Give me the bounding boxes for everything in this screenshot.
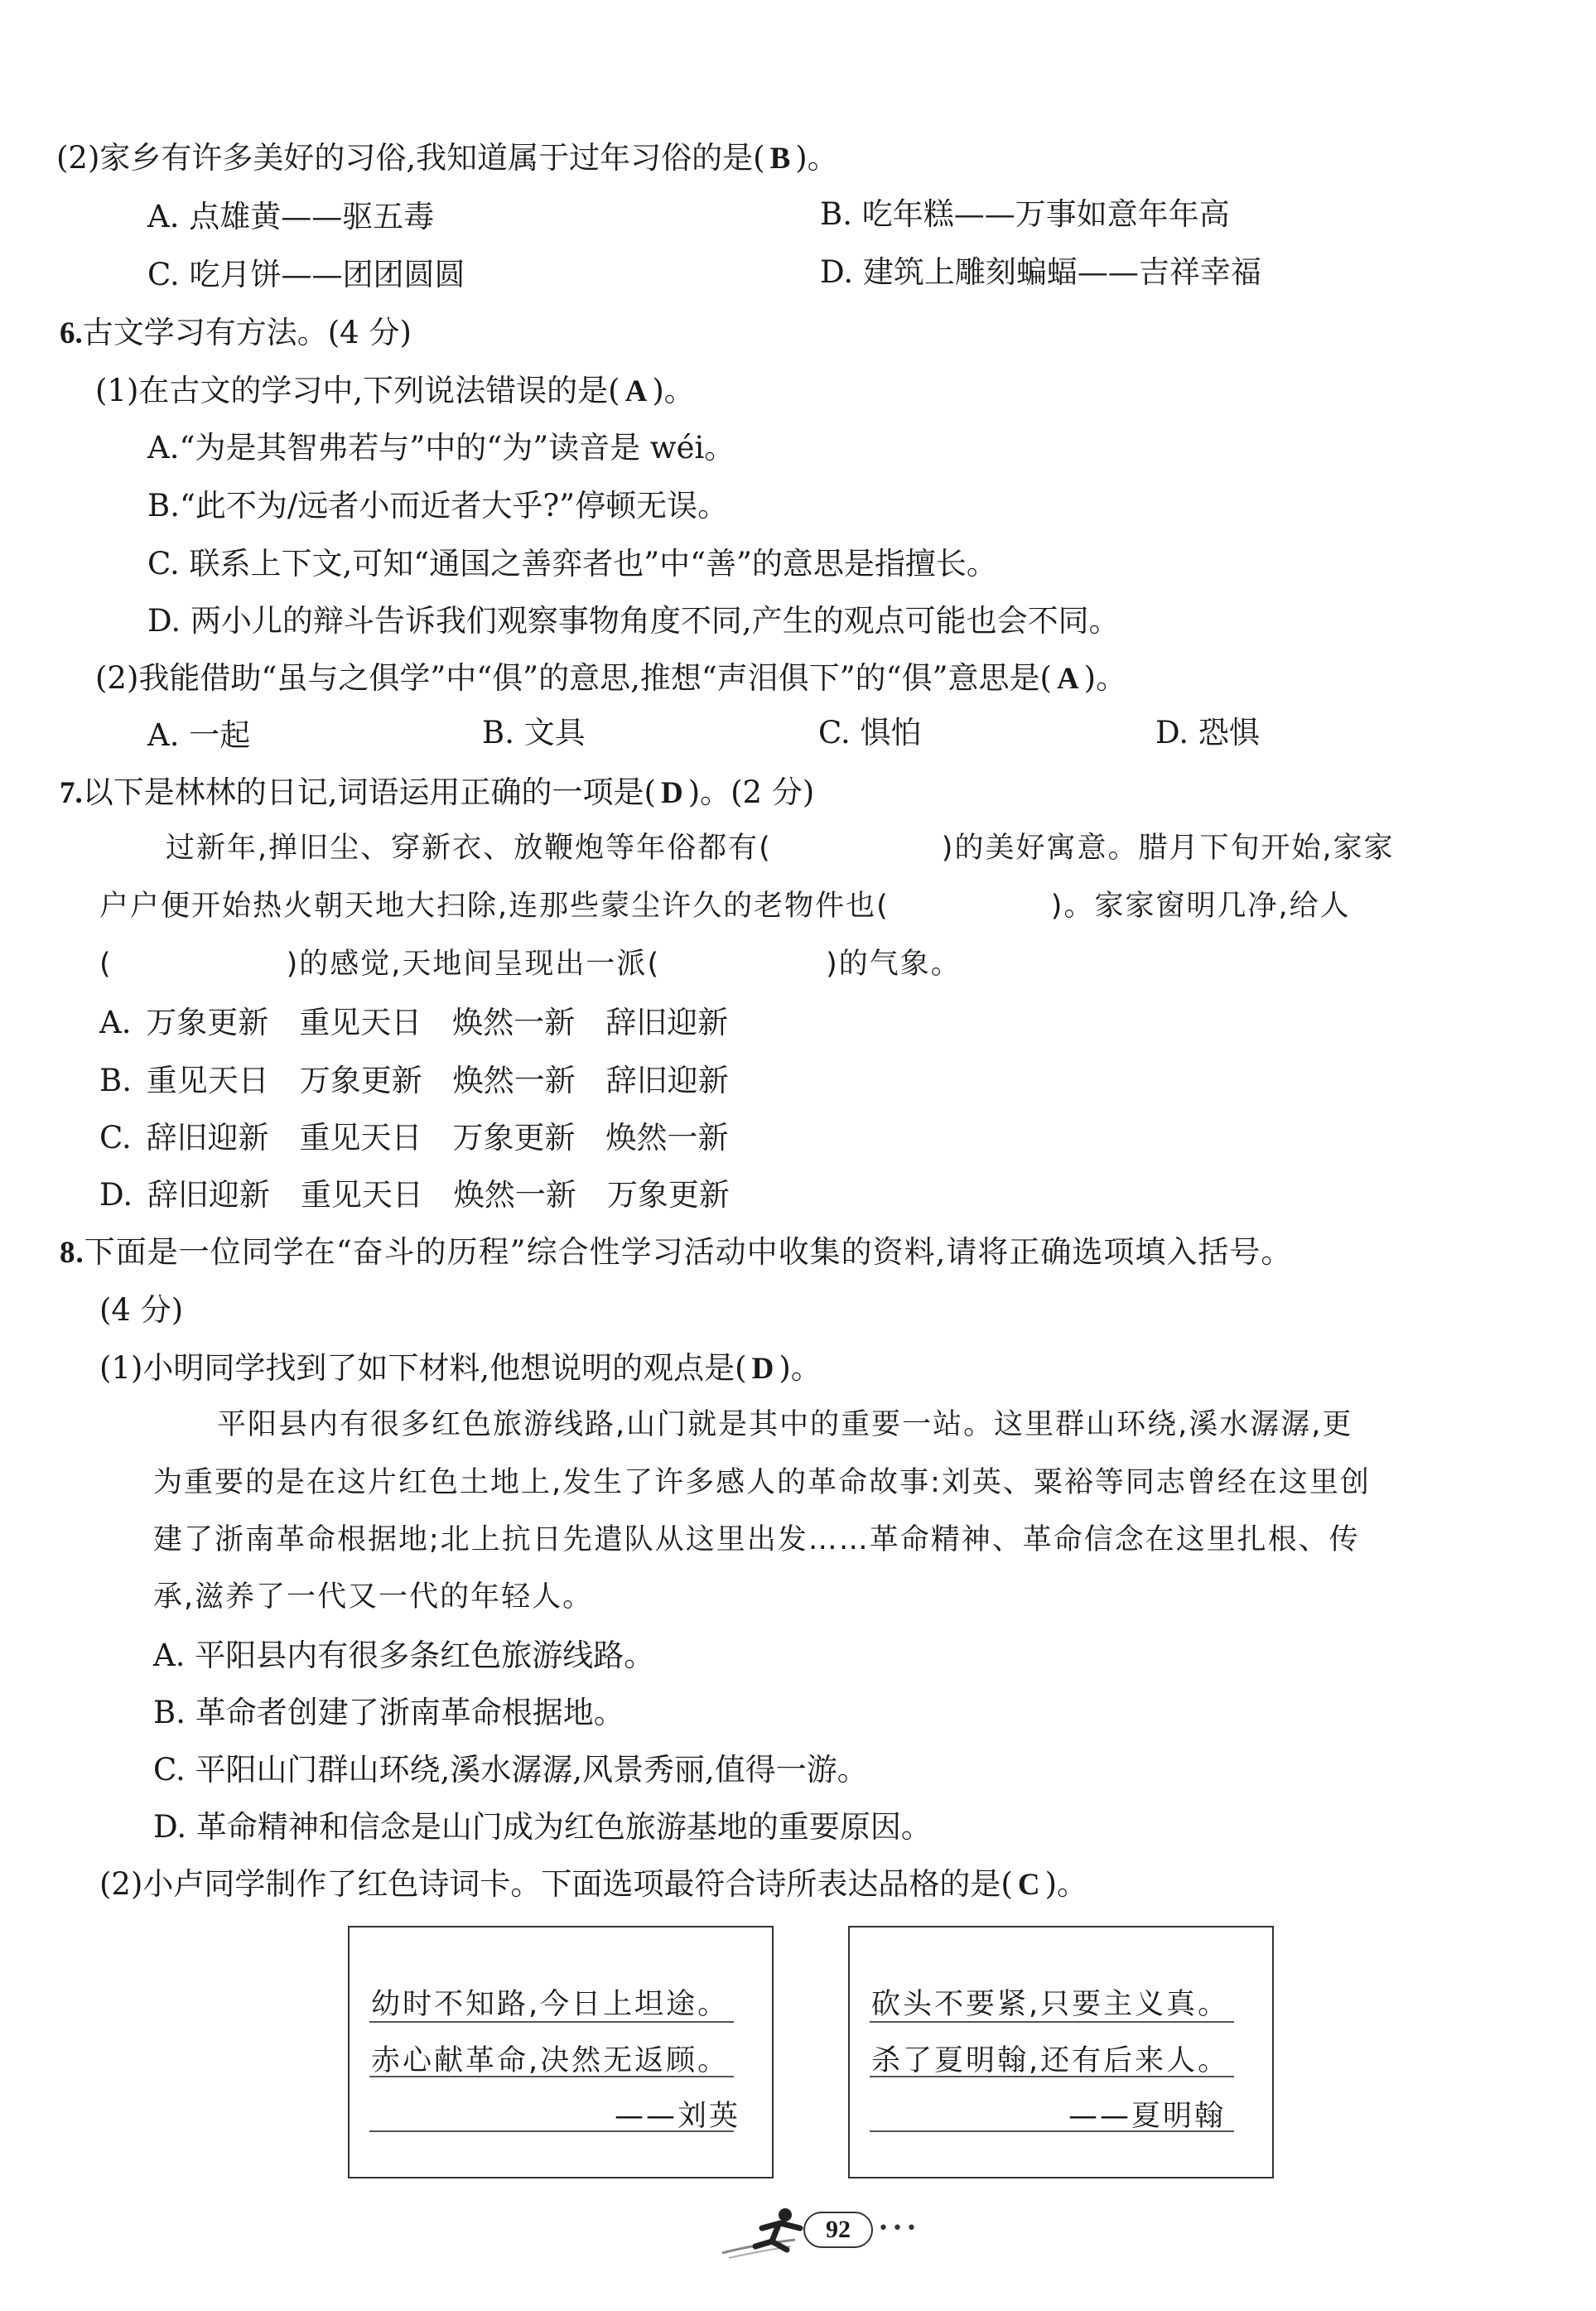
q8-number: 8. <box>60 1236 84 1270</box>
q7-passage-line-3: ( )的感觉,天地间呈现出一派( )的气象。 <box>99 948 962 981</box>
q5-2-answer: B <box>769 142 791 176</box>
q6-1-stem: (1)在古文的学习中,下列说法错误的是( A )。 <box>95 373 695 408</box>
q6-1-option-b: B.“此不为/远者小而近者大乎?”停顿无误。 <box>147 488 729 523</box>
q5-2-option-b: B. 吃年糕——万事如意年年高 <box>820 196 1230 232</box>
q7-answer: D <box>660 776 683 810</box>
q7-option-b: B. 重见天日 万象更新 焕然一新 辞旧迎新 <box>99 1063 729 1098</box>
q6-title: 6.古文学习有方法。(4 分) <box>60 315 412 350</box>
q7-passage-line-2: 户户便开始热火朝天地大扫除,连那些蒙尘许久的老物件也( )。家家窗明几净,给人 <box>99 890 1351 923</box>
poem-card-2-line-1: 砍头不要紧,只要主义真。 <box>871 1988 1230 2021</box>
poem-card-2-rule-2 <box>870 2076 1234 2077</box>
poem-card-1-line-2: 赤心献革命,决然无返顾。 <box>371 2044 730 2077</box>
q7-passage-line-1: 过新年,掸旧尘、穿新衣、放鞭炮等年俗都有( )的美好寓意。腊月下旬开始,家家 <box>166 832 1395 865</box>
poem-card-2-author: ——夏明翰 <box>1068 2100 1227 2133</box>
runner-logo-icon <box>721 2203 812 2261</box>
q7-stem: 7.以下是林林的日记,词语运用正确的一项是( D )。(2 分) <box>60 774 815 810</box>
poem-card-1-line-1: 幼时不知路,今日上坦途。 <box>371 1988 730 2021</box>
q8-points: (4 分) <box>99 1292 184 1328</box>
q6-1-answer: A <box>624 374 648 408</box>
q6-2-option-d: D. 恐惧 <box>1155 715 1260 750</box>
q8-1-option-c: C. 平阳山门群山环绕,溪水潺潺,风景秀丽,值得一游。 <box>153 1752 868 1788</box>
q7-number: 7. <box>60 776 83 810</box>
q6-2-option-c: C. 惧怕 <box>818 715 922 750</box>
poem-card-1-rule-3 <box>369 2130 734 2132</box>
q7-option-c: C. 辞旧迎新 重见天日 万象更新 焕然一新 <box>99 1120 729 1156</box>
poem-card-2-line-2: 杀了夏明翰,还有后来人。 <box>871 2044 1230 2077</box>
q8-1-stem: (1)小明同学找到了如下材料,他想说明的观点是( D )。 <box>99 1350 822 1386</box>
page-number: 92 <box>803 2212 873 2248</box>
q5-2-option-a: A. 点雄黄——驱五毒 <box>147 199 435 234</box>
poem-card-1-rule-2 <box>369 2076 734 2077</box>
q5-2-stem: (2)家乡有许多美好的习俗,我知道属于过年习俗的是( B )。 <box>56 140 838 176</box>
poem-card-2-rule-3 <box>870 2130 1234 2132</box>
q7-option-a: A. 万象更新 重见天日 焕然一新 辞旧迎新 <box>99 1005 729 1040</box>
q6-number: 6. <box>60 316 83 350</box>
q6-2-option-b: B. 文具 <box>482 715 586 750</box>
poem-card-1-rule-1 <box>369 2021 734 2023</box>
q8-2-answer: C <box>1017 1868 1040 1902</box>
q6-1-option-c: C. 联系上下文,可知“通国之善弈者也”中“善”的意思是指擅长。 <box>147 546 997 581</box>
q6-1-option-d: D. 两小儿的辩斗告诉我们观察事物角度不同,产生的观点可能也会不同。 <box>147 603 1120 639</box>
q8-1-option-d: D. 革命精神和信念是山门成为红色旅游基地的重要原因。 <box>153 1809 932 1845</box>
q6-2-option-a: A. 一起 <box>147 717 251 753</box>
q5-2-option-c: C. 吃月饼——团团圆圆 <box>147 257 465 292</box>
poem-card-1-author: ——刘英 <box>615 2100 741 2133</box>
q8-2-stem: (2)小卢同学制作了红色诗词卡。下面选项最符合诗所表达品格的是( C )。 <box>99 1866 1088 1902</box>
q8-stem: 8.下面是一位同学在“奋斗的历程”综合性学习活动中收集的资料,请将正确选项填入括号。 <box>60 1234 1293 1270</box>
q8-1-passage-line-1: 平阳县内有很多红色旅游线路,山门就是其中的重要一站。这里群山环绕,溪水潺潺,更 <box>217 1408 1353 1441</box>
q8-1-option-a: A. 平阳县内有很多条红色旅游线路。 <box>153 1638 655 1673</box>
q6-1-option-a: A.“为是其智弗若与”中的“为”读音是 wéi。 <box>147 430 735 466</box>
poem-card-2-rule-1 <box>870 2021 1234 2023</box>
page-dots: ••• <box>878 2218 920 2239</box>
q5-2-option-d: D. 建筑上雕刻蝙蝠——吉祥幸福 <box>820 254 1261 290</box>
q6-2-answer: A <box>1056 662 1079 696</box>
q8-1-passage-line-4: 承,滋养了一代又一代的年轻人。 <box>153 1580 594 1614</box>
q8-1-option-b: B. 革命者创建了浙南革命根据地。 <box>153 1695 624 1730</box>
q7-option-d: D. 辞旧迎新 重见天日 焕然一新 万象更新 <box>99 1177 730 1213</box>
q8-1-passage-line-2: 为重要的是在这片红色土地上,发生了许多感人的革命故事:刘英、粟裕等同志曾经在这里创 <box>153 1466 1371 1499</box>
q8-1-passage-line-3: 建了浙南革命根据地;北上抗日先遣队从这里出发……革命精神、革命信念在这里扎根、传 <box>153 1523 1360 1556</box>
q8-1-answer: D <box>751 1352 774 1386</box>
q6-2-stem: (2)我能借助“虽与之俱学”中“俱”的意思,推想“声泪俱下”的“俱”意思是( A )。 <box>95 660 1127 696</box>
